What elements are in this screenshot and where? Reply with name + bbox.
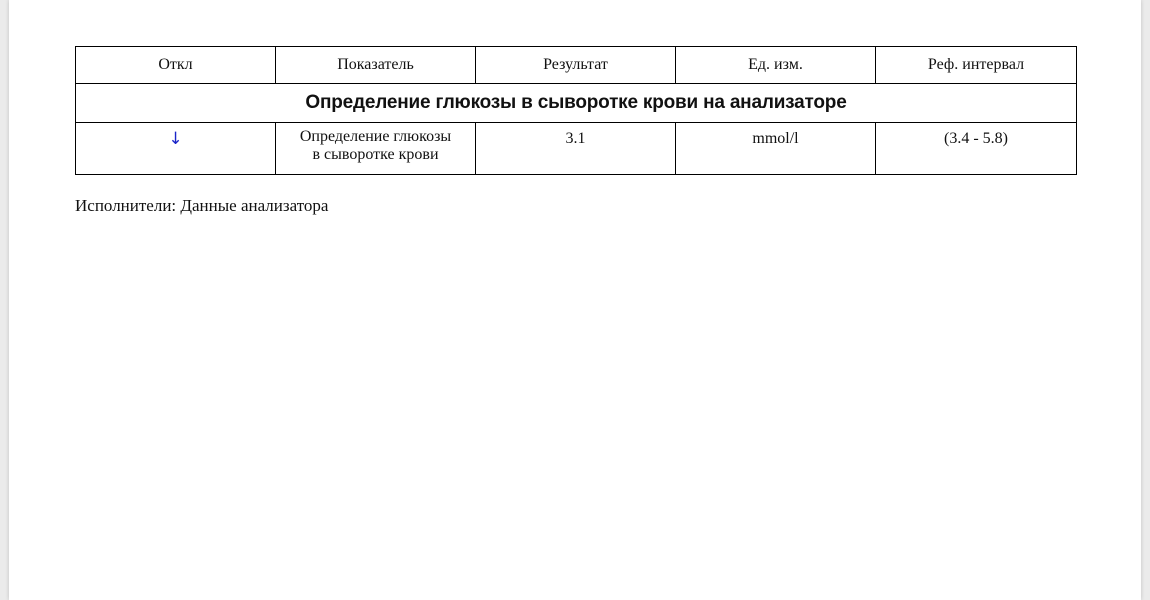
header-ref-interval <box>876 47 1077 84</box>
header-parameter-label: Показатель <box>337 56 414 73</box>
performers-text: Исполнители: Данные анализатора <box>75 196 329 215</box>
header-ref-interval-label: Реф. интервал <box>927 56 1025 73</box>
deviation-cell <box>76 123 276 175</box>
section-title: Определение глюкозы в сыворотке крови на анализаторе <box>305 92 847 113</box>
header-deviation-label: Откл <box>158 56 193 73</box>
header-result <box>476 47 676 84</box>
ref-interval-cell <box>876 123 1077 175</box>
header-unit-label: Ед. изм. <box>748 56 803 73</box>
parameter-cell <box>276 123 476 175</box>
table-row <box>76 123 1077 175</box>
header-result-label: Результат <box>543 56 608 73</box>
header-parameter <box>276 47 476 84</box>
unit-cell <box>676 123 876 175</box>
arrow-down-icon: ↓ <box>168 129 183 149</box>
parameter-name-line2: в сыворотке крови <box>312 146 439 163</box>
result-value: 3.1 <box>565 130 586 147</box>
table-header-row <box>76 47 1077 84</box>
ref-interval-value: (3.4 - 5.8) <box>944 130 1008 147</box>
section-title-cell <box>76 84 1077 123</box>
unit-value: mmol/l <box>752 130 799 147</box>
result-cell <box>476 123 676 175</box>
header-unit <box>676 47 876 84</box>
header-deviation <box>76 47 276 84</box>
section-row <box>76 84 1077 123</box>
results-table <box>75 46 1077 175</box>
document-page <box>9 0 1141 600</box>
parameter-name-line1: Определение глюкозы <box>299 128 452 145</box>
